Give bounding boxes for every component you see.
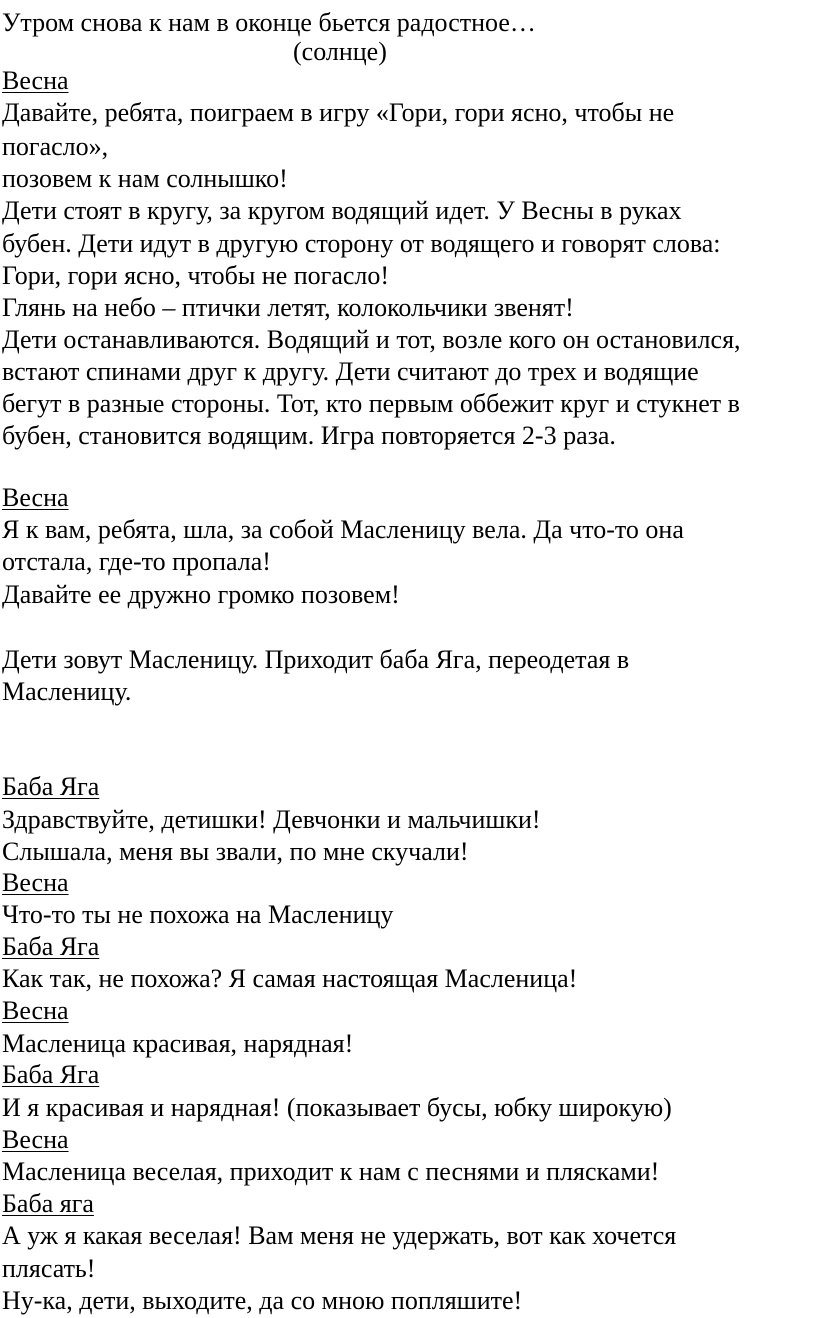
riddle-answer: (солнце) <box>293 37 387 66</box>
text-line: бубен. Дети идут в другую сторону от водящего и говорят слова: <box>2 229 721 258</box>
text-line: Дети зовут Масленицу. Приходит баба Яга, переодетая в <box>2 645 630 674</box>
speaker-label: Баба Яга <box>2 772 100 801</box>
text-line: Масленицу. <box>2 677 132 706</box>
text-line: Масленица красивая, нарядная! <box>2 1029 354 1058</box>
text-line: Глянь на небо – птички летят, колокольчики звенят! <box>2 293 574 322</box>
text-line: погасло», <box>2 132 109 161</box>
text-line: Масленица веселая, приходит к нам с песнями и плясками! <box>2 1157 660 1186</box>
speaker-label: Баба Яга <box>2 1060 100 1089</box>
text-line: Дети стоят в кругу, за кругом водящий идет. У Весны в руках <box>2 196 682 225</box>
text-line: отстала, где-то пропала! <box>2 547 271 576</box>
text-line: Как так, не похожа? Я самая настоящая Масленица! <box>2 964 578 993</box>
text-line: Здравствуйте, детишки! Девчонки и мальчишки! <box>2 805 541 834</box>
speaker-label: Весна <box>2 996 69 1025</box>
text-line: Слышала, меня вы звали, по мне скучали! <box>2 837 469 866</box>
speaker-label: Весна <box>2 66 69 95</box>
speaker-label: Весна <box>2 868 69 897</box>
text-line: позовем к нам солнышко! <box>2 164 288 193</box>
text-line: бегут в разные стороны. Тот, кто первым оббежит круг и стукнет в <box>2 389 740 418</box>
text-line: Давайте, ребята, поиграем в игру «Гори, гори ясно, чтобы не <box>2 98 675 127</box>
speaker-label: Баба Яга <box>2 932 100 961</box>
speaker-label: Баба яга <box>2 1189 94 1218</box>
riddle-line: Утром снова к нам в оконце бьется радостное… <box>2 8 536 37</box>
text-line: И я красивая и нарядная! (показывает бусы, юбку широкую) <box>2 1093 672 1122</box>
speaker-label: Весна <box>2 1125 69 1154</box>
text-line: бубен, становится водящим. Игра повторяется 2-3 раза. <box>2 421 616 450</box>
text-line: Я к вам, ребята, шла, за собой Масленицу вела. Да что-то она <box>2 515 684 544</box>
text-line: Что-то ты не похожа на Масленицу <box>2 900 394 929</box>
speaker-label: Весна <box>2 483 69 512</box>
text-line: Ну-ка, дети, выходите, да со мною попляшите! <box>2 1286 523 1315</box>
text-line: Гори, гори ясно, чтобы не погасло! <box>2 261 390 290</box>
text-line: Давайте ее дружно громко позовем! <box>2 580 400 609</box>
text-line: встают спинами друг к другу. Дети считают до трех и водящие <box>2 357 699 386</box>
text-line: А уж я какая веселая! Вам меня не удержать, вот как хочется <box>2 1221 677 1250</box>
text-line: Дети останавливаются. Водящий и тот, возле кого он остановился, <box>2 325 741 354</box>
text-line: плясать! <box>2 1254 96 1283</box>
